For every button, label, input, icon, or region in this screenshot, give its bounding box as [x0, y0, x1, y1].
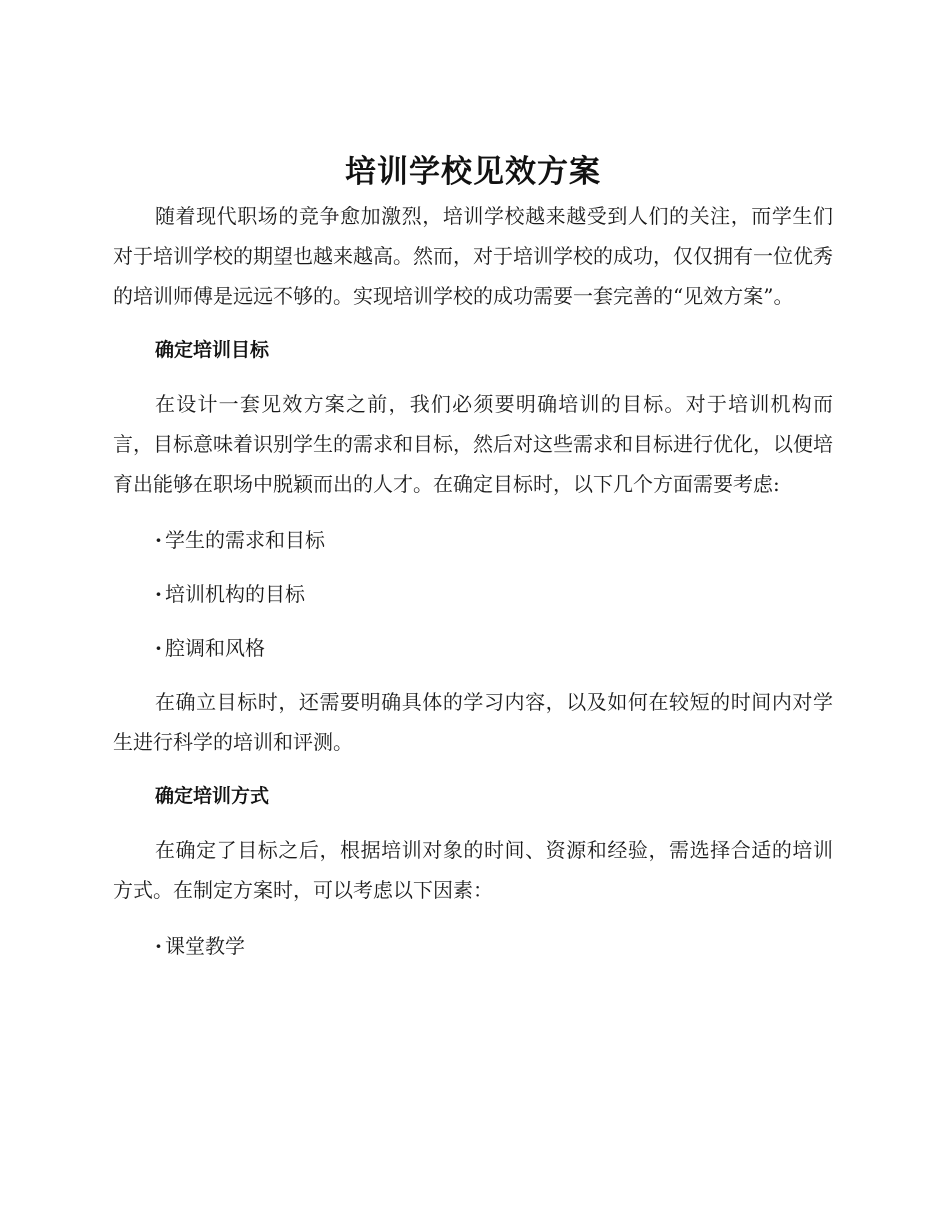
bullet-marker: ·	[155, 528, 162, 552]
list-item-text: 课堂教学	[165, 934, 245, 958]
section-closing-goals: 在确立目标时，还需要明确具体的学习内容，以及如何在较短的时间内对学生进行科学的培训和评测。	[113, 690, 833, 754]
section-heading-goals: 确定培训目标	[155, 339, 270, 361]
list-item	[113, 628, 833, 668]
bullet-marker: ·	[155, 934, 162, 958]
list-item-text: 学生的需求和目标	[165, 528, 325, 552]
document-title: 培训学校见效方案	[345, 154, 601, 190]
list-item	[113, 574, 833, 614]
list-item	[113, 520, 833, 560]
section-heading-methods: 确定培训方式	[155, 785, 270, 807]
section-paragraph-goals: 在设计一套见效方案之前，我们必须要明确培训的目标。对于培训机构而言，目标意味着识别学生的需求和目标，然后对这些需求和目标进行优化，以便培育出能够在职场中脱颖而出的人才。在确定目标时，以下几个方面需要考虑:	[113, 392, 833, 496]
list-item-text: 腔调和风格	[165, 636, 265, 660]
section-paragraph-methods: 在确定了目标之后，根据培训对象的时间、资源和经验，需选择合适的培训方式。在制定方案时，可以考虑以下因素：	[113, 838, 833, 902]
list-item-text: 培训机构的目标	[165, 582, 305, 606]
bullet-marker: ·	[155, 636, 162, 660]
list-item	[113, 926, 833, 966]
intro-paragraph: 随着现代职场的竞争愈加激烈，培训学校越来越受到人们的关注，而学生们对于培训学校的期望也越来越高。然而，对于培训学校的成功，仅仅拥有一位优秀的培训师傅是远远不够的。实现培训学校的成功需要一套完善的“见效方案”。	[113, 204, 833, 308]
bullet-marker: ·	[155, 582, 162, 606]
document-body	[113, 148, 833, 966]
